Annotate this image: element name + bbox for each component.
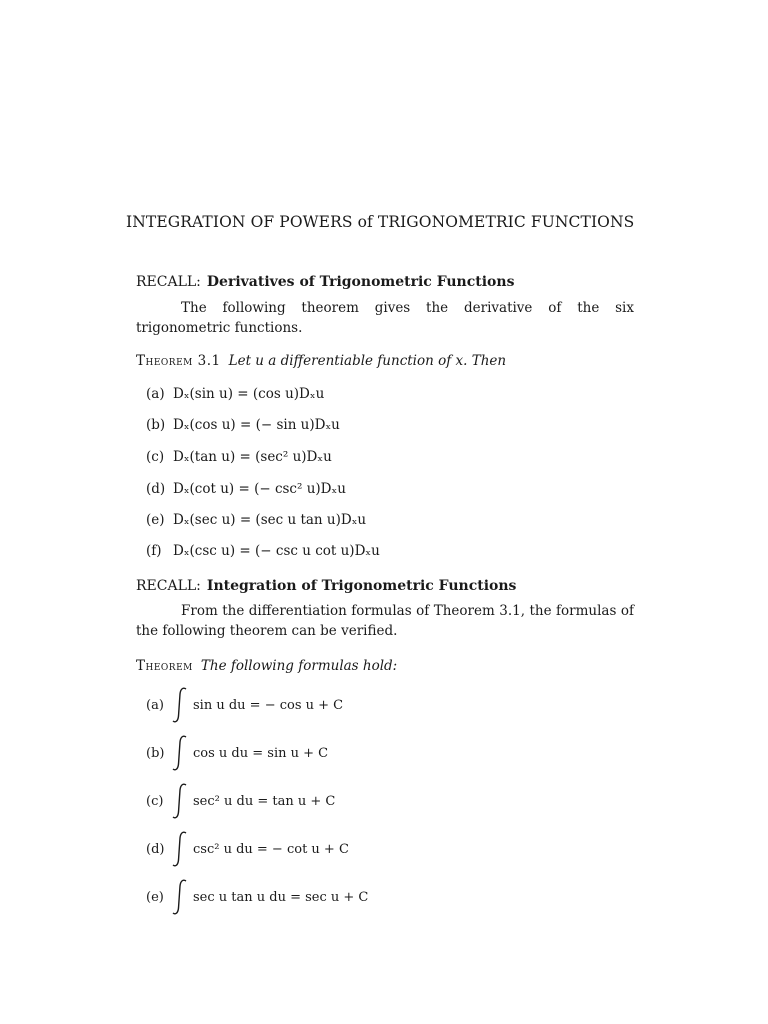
formula-text: Dₓ(sec u) = (sec u tan u)Dₓu: [173, 512, 367, 528]
formula-text: sec² u du = tan u + C: [193, 793, 336, 809]
derivative-formula: [146, 509, 366, 531]
integral-sign-icon: [171, 878, 189, 916]
derivative-formula: [146, 478, 346, 500]
formula-text: Dₓ(cos u) = (− sin u)Dₓu: [173, 417, 340, 433]
derivative-formula: [146, 446, 332, 468]
formula-text: sec u tan u du = sec u + C: [193, 889, 369, 905]
item-letter: (c): [146, 449, 165, 465]
item-letter: (c): [146, 793, 164, 809]
integral-sign-icon: [171, 830, 189, 868]
recall-label: RECALL:: [136, 578, 201, 594]
formula-text: csc² u du = − cot u + C: [193, 841, 349, 857]
item-letter: (e): [146, 512, 165, 528]
formula-text: Dₓ(cot u) = (− csc² u)Dₓu: [173, 481, 346, 497]
item-letter: (a): [146, 386, 165, 402]
item-letter: (b): [146, 745, 165, 761]
theorem-integrals-heading: [136, 658, 696, 674]
integration-paragraph: From the differentiation formulas of Theorem 3.1, the formulas of the following theorem can be verified.: [136, 603, 634, 639]
section-heading-derivatives: [136, 274, 696, 290]
derivative-formula: [146, 383, 324, 405]
theorem-statement: The following formulas hold:: [200, 658, 398, 674]
integral-formula: [146, 829, 349, 869]
section-title: Derivatives of Trigonometric Functions: [206, 274, 515, 290]
section-heading-integration: [136, 578, 696, 594]
page-title: INTEGRATION OF POWERS of TRIGONOMETRIC FUNCTIONS: [126, 213, 635, 231]
item-letter: (a): [146, 697, 164, 713]
derivative-formula: [146, 540, 380, 562]
item-letter: (d): [146, 841, 165, 857]
derivative-formula: [146, 414, 340, 436]
theorem-3-1-heading: [136, 353, 696, 369]
integral-sign-icon: [171, 734, 189, 772]
item-letter: (b): [146, 417, 166, 433]
item-letter: (f): [146, 543, 162, 559]
formula-text: Dₓ(tan u) = (sec² u)Dₓu: [173, 449, 332, 465]
item-letter: (e): [146, 889, 164, 905]
integral-formula: [146, 781, 335, 821]
recall-label: RECALL:: [136, 274, 201, 290]
section-title: Integration of Trigonometric Functions: [206, 578, 517, 594]
integral-formula: [146, 685, 343, 725]
formula-text: sin u du = − cos u + C: [193, 697, 344, 713]
formula-text: Dₓ(sin u) = (cos u)Dₓu: [173, 386, 325, 402]
integral-formula: [146, 877, 368, 917]
theorem-label: Theorem: [136, 658, 193, 674]
integral-sign-icon: [171, 686, 189, 724]
theorem-statement: Let u a differentiable function of x. Then: [228, 353, 507, 369]
integral-formula: [146, 733, 328, 773]
formula-text: Dₓ(csc u) = (− csc u cot u)Dₓu: [173, 543, 380, 559]
item-letter: (d): [146, 481, 166, 497]
integral-sign-icon: [171, 782, 189, 820]
formula-text: cos u du = sin u + C: [193, 745, 329, 761]
theorem-label: Theorem 3.1: [136, 353, 221, 369]
intro-paragraph: The following theorem gives the derivative of the six trigonometric functions.: [136, 300, 634, 336]
